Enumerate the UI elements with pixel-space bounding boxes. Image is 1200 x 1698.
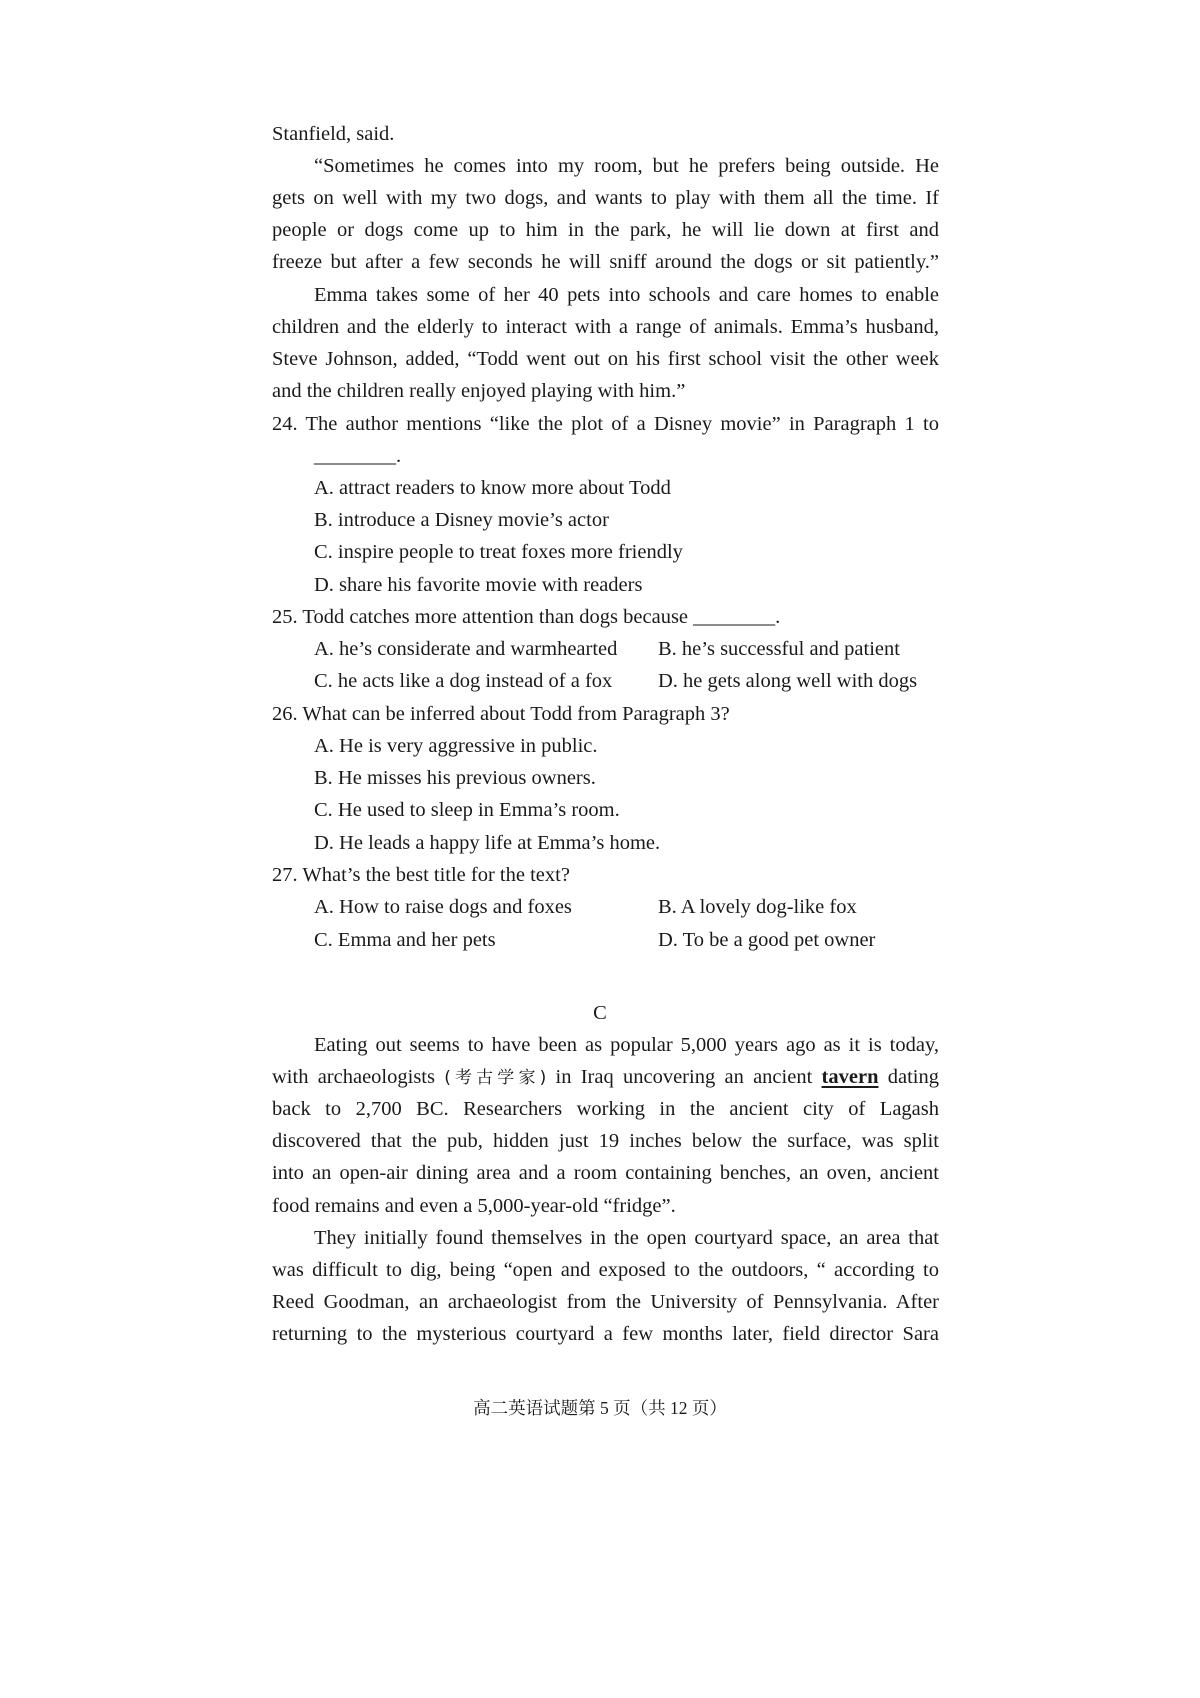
question-25-option-c: C. he acts like a dog instead of a fox [314,670,613,692]
question-27-option-b: B. A lovely dog-like fox [658,896,857,918]
question-24-option-d: D. share his favorite movie with readers [314,574,643,596]
question-27-option-a: A. How to raise dogs and foxes [314,896,572,918]
question-27-option-d: D. To be a good pet owner [658,929,876,951]
paragraph-line: Steve Johnson, added, “Todd went out on his first school visit the other week [272,348,939,370]
paragraph-line: gets on well with my two dogs, and wants to play with them all the time. If [272,187,939,209]
paragraph-line: into an open-air dining area and a room containing benches, an oven, ancient [272,1162,939,1184]
question-25-option-b: B. he’s successful and patient [658,638,900,660]
question-26-option-a: A. He is very aggressive in public. [314,735,598,757]
paragraph-line: Stanfield, said. [272,123,395,145]
highlighted-word-tavern: tavern [821,1066,879,1088]
question-25-option-d: D. he gets along well with dogs [658,670,918,692]
paragraph-line: was difficult to dig, being “open and exposed to the outdoors, “ according to [272,1259,939,1281]
question-26-option-d: D. He leads a happy life at Emma’s home. [314,832,661,854]
paragraph-line: with archaeologists (考古学家) in Iraq uncovering an ancient tavern dating [272,1066,939,1088]
paragraph-line: “Sometimes he comes into my room, but he prefers being outside. He [314,155,939,177]
paragraph-line: back to 2,700 BC. Researchers working in the ancient city of Lagash [272,1098,939,1120]
paragraph-line: They initially found themselves in the open courtyard space, an area that [314,1227,939,1249]
paragraph-line: Reed Goodman, an archaeologist from the University of Pennsylvania. After [272,1291,939,1313]
paragraph-line: children and the elderly to interact with a range of animals. Emma’s husband, [272,316,939,338]
paragraph-line: food remains and even a 5,000-year-old “fridge”. [272,1195,676,1217]
passage-c-heading: C [593,1002,607,1024]
question-24-blank: ________. [314,445,402,467]
paragraph-line: Emma takes some of her 40 pets into schools and care homes to enable [314,284,939,306]
question-26-option-b: B. He misses his previous owners. [314,767,596,789]
page-footer: 高二英语试题第 5 页（共 12 页） [473,1398,727,1418]
question-25-option-a: A. he’s considerate and warmhearted [314,638,618,660]
question-24-stem: 24. The author mentions “like the plot of a Disney movie” in Paragraph 1 to [272,413,939,435]
chinese-gloss: (考古学家) [444,1068,547,1088]
paragraph-line: returning to the mysterious courtyard a few months later, field director Sara [272,1323,939,1345]
paragraph-line: people or dogs come up to him in the park, he will lie down at first and [272,219,939,241]
question-24-option-b: B. introduce a Disney movie’s actor [314,509,609,531]
question-26-stem: 26. What can be inferred about Todd from Paragraph 3? [272,703,730,725]
paragraph-line: Eating out seems to have been as popular 5,000 years ago as it is today, [314,1034,939,1056]
paragraph-line: discovered that the pub, hidden just 19 inches below the surface, was split [272,1130,939,1152]
question-25-stem: 25. Todd catches more attention than dogs because ________. [272,606,781,628]
question-24-option-c: C. inspire people to treat foxes more friendly [314,541,683,563]
question-26-option-c: C. He used to sleep in Emma’s room. [314,799,620,821]
question-27-stem: 27. What’s the best title for the text? [272,864,570,886]
question-27-option-c: C. Emma and her pets [314,929,496,951]
paragraph-line: and the children really enjoyed playing with him.” [272,380,686,402]
question-24-option-a: A. attract readers to know more about Todd [314,477,671,499]
paragraph-line: freeze but after a few seconds he will sniff around the dogs or sit patiently.” [272,251,939,273]
